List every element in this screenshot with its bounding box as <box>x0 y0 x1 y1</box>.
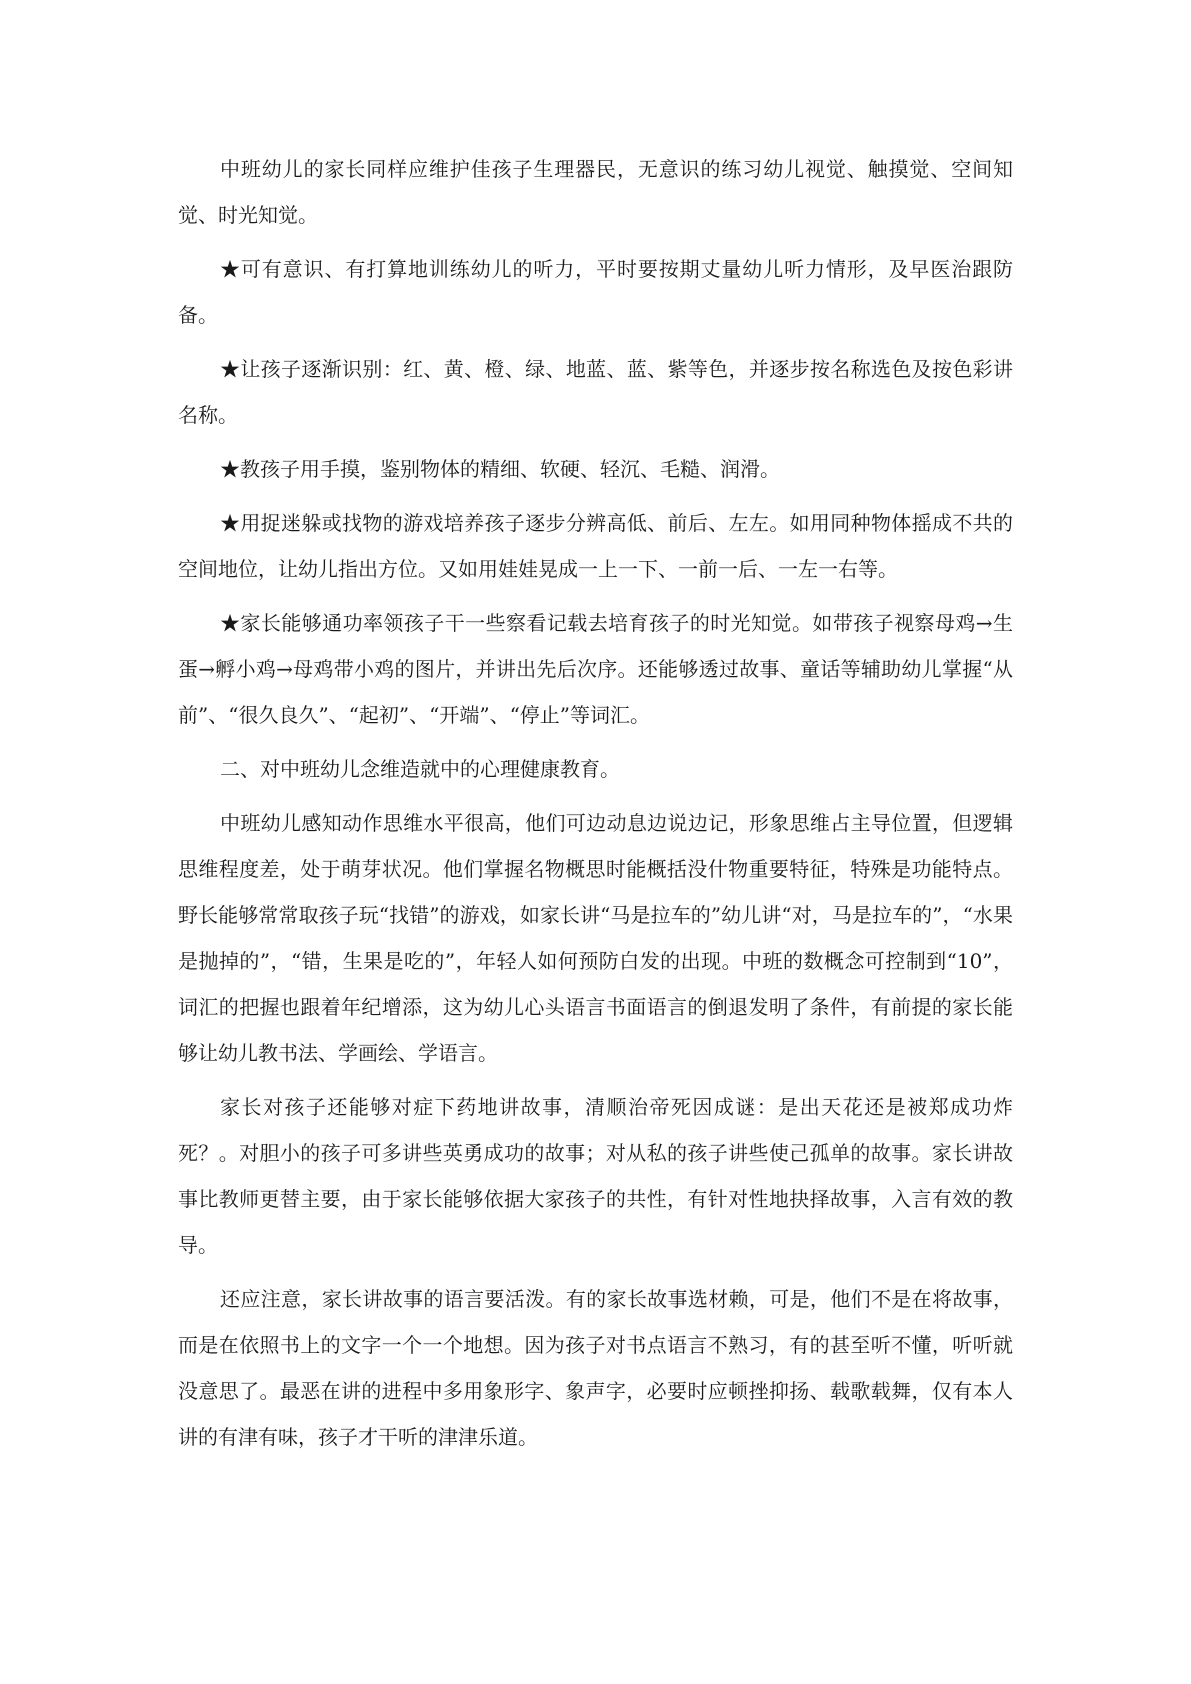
paragraph-9: 家长对孩子还能够对症下药地讲故事，清顺治帝死因成谜：是出天花还是被郑成功炸死？。对胆小的孩子可多讲些英勇成功的故事；对从私的孩子讲些使己孤单的故事。家长讲故事比教师更替主要，由于家长能够依据大家孩子的共性，有针对性地抉择故事，入言有效的教导。 <box>178 1095 1013 1257</box>
paragraph-8: 中班幼儿感知动作思维水平很高，他们可边动息边说边记，形象思维占主导位置，但逻辑思维程度差，处于萌芽状况。他们掌握名物概思时能概括没什物重要特征，特殊是功能特点。野长能够常常取孩子玩“找错”的游戏，如家长讲“马是拉车的”幼儿讲“对，马是拉车的”，“水果是抛掉的”，“错，生果是吃的”，年轻人如何预防白发的出现。中班的数概念可控制到“10”，词汇的把握也跟着年纪增添，这为幼儿心头语言书面语言的倒退发明了条件，有前提的家长能够让幼儿教书法、学画绘、学语言。 <box>178 811 1013 1065</box>
document-body <box>178 146 1013 1468</box>
paragraph-4: ★教孩子用手摸，鉴别物体的精细、软硬、轻沉、毛糙、润滑。 <box>220 457 780 481</box>
paragraph-3: ★让孩子逐渐识别：红、黄、橙、绿、地蓝、蓝、紫等色，并逐步按名称选色及按色彩讲名称。 <box>178 357 1013 427</box>
paragraph-1: 中班幼儿的家长同样应维护佳孩子生理器民，无意识的练习幼儿视觉、触摸觉、空间知觉、时光知觉。 <box>178 157 1013 227</box>
paragraph-6: ★家长能够通功率领孩子干一些察看记载去培育孩子的时光知觉。如带孩子视察母鸡→生蛋→孵小鸡→母鸡带小鸡的图片，并讲出先后次序。还能够透过故事、童话等辅助幼儿掌握“从前”、“很久良久”、“起初”、“开端”、“停止”等词汇。 <box>178 611 1013 727</box>
paragraph-2: ★可有意识、有打算地训练幼儿的听力，平时要按期丈量幼儿听力情形，及早医治跟防备。 <box>178 257 1013 327</box>
section-heading: 二、对中班幼儿念维造就中的心理健康教育。 <box>220 757 620 781</box>
paragraph-5: ★用捉迷躲或找物的游戏培养孩子逐步分辨高低、前后、左左。如用同种物体摇成不共的空间地位，让幼儿指出方位。又如用娃娃晃成一上一下、一前一后、一左一右等。 <box>178 511 1013 581</box>
paragraph-10: 还应注意，家长讲故事的语言要活泼。有的家长故事选材赖，可是，他们不是在将故事，而是在依照书上的文字一个一个地想。因为孩子对书点语言不熟习，有的甚至听不懂，听听就没意思了。最恶在讲的进程中多用象形字、象声字，必要时应顿挫抑扬、载歌载舞，仅有本人讲的有津有味，孩子才干听的津津乐道。 <box>178 1287 1013 1449</box>
